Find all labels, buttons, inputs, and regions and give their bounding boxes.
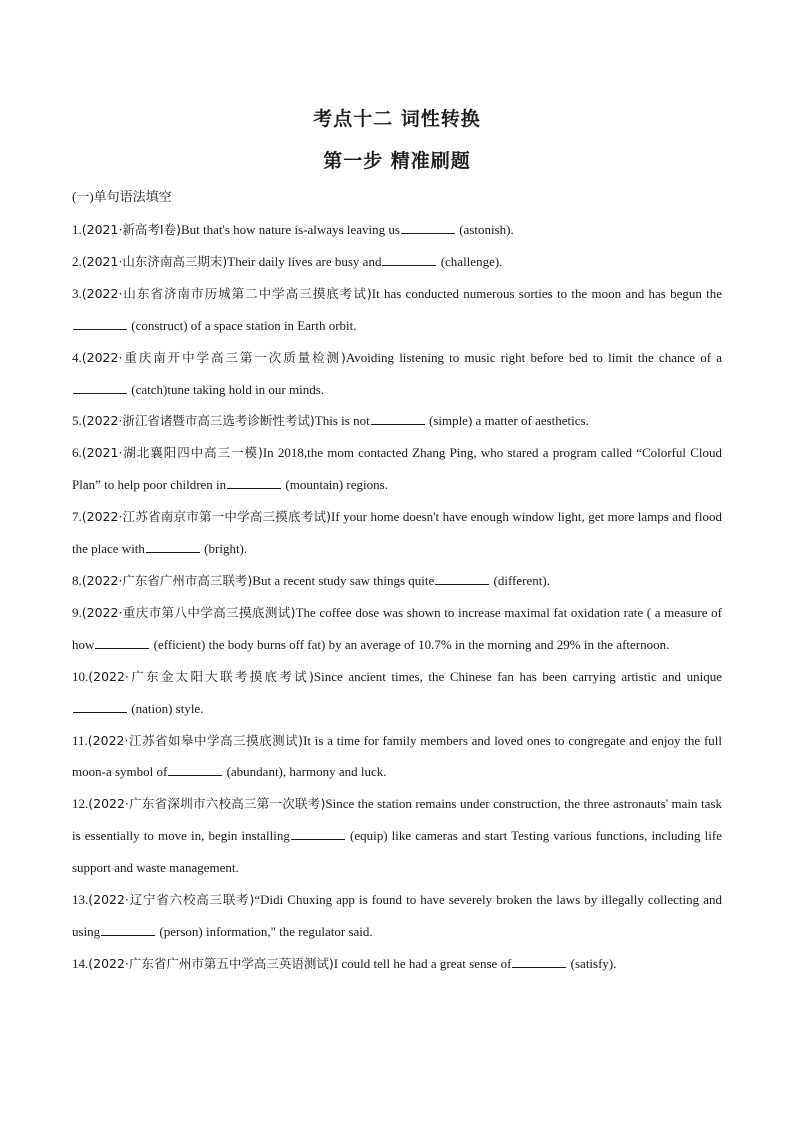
question-text: It is a time for family members and loved ones to congregate and enjoy the full moon-a symbol of bbox=[72, 732, 722, 780]
answer-blank[interactable] bbox=[401, 221, 455, 234]
question-hint: (efficient) the body burns off fat) by an average of 10.7% in the morning and 29% in the afternoon. bbox=[150, 636, 670, 652]
question-number: 6. bbox=[72, 445, 82, 461]
question-item bbox=[72, 405, 722, 437]
question-item bbox=[72, 501, 722, 565]
question-item bbox=[72, 214, 722, 246]
question-item bbox=[72, 342, 722, 406]
question-source: (2022·山东省济南市历城第二中学高三摸底考试) bbox=[81, 285, 372, 301]
question-text: But that's how nature is-always leaving us bbox=[180, 222, 400, 237]
question-hint: (catch)tune taking hold in our minds. bbox=[128, 381, 325, 397]
question-hint: (mountain) regions. bbox=[282, 477, 388, 493]
answer-blank[interactable] bbox=[227, 476, 281, 489]
question-source: (2022·江苏省南京市第一中学高三摸底考试) bbox=[81, 509, 332, 525]
answer-blank[interactable] bbox=[146, 540, 200, 553]
answer-blank[interactable] bbox=[73, 700, 127, 713]
question-text: Their daily lives are busy and bbox=[227, 253, 382, 269]
question-number: 11. bbox=[72, 732, 88, 748]
question-text: It has conducted numerous sorties to the moon and has begun the bbox=[371, 285, 722, 301]
question-number: 1. bbox=[72, 222, 82, 237]
answer-blank[interactable] bbox=[95, 636, 149, 649]
section-heading: (一)单句语法填空 bbox=[72, 189, 172, 204]
question-hint: (challenge). bbox=[437, 253, 503, 269]
question-list bbox=[72, 214, 722, 980]
question-source: (2022·重庆南开中学高三第一次质量检测) bbox=[81, 349, 346, 365]
question-hint: (equip) like cameras and start Testing various functions, including life support and waste management. bbox=[72, 828, 722, 876]
question-hint: (simple) a matter of aesthetics. bbox=[425, 413, 589, 429]
question-source: (2022·广东省广州市第五中学高三英语测试) bbox=[88, 955, 334, 971]
question-hint: (different). bbox=[490, 572, 550, 588]
question-hint: (astonish). bbox=[455, 222, 514, 237]
question-item bbox=[72, 725, 722, 789]
question-text: I could tell he had a great sense of bbox=[333, 955, 512, 971]
question-source: (2021·山东济南高三期末) bbox=[81, 253, 228, 269]
question-text: “Didi Chuxing app is found to have severely broken the laws by illegally collecting and using bbox=[72, 892, 722, 939]
question-source: (2022·广东金太阳大联考摸底考试) bbox=[88, 668, 314, 684]
answer-blank[interactable] bbox=[101, 923, 155, 936]
question-source: (2022·广东省广州市高三联考) bbox=[81, 572, 253, 588]
question-text: If your home doesn't have enough window light, get more lamps and flood the place with bbox=[72, 509, 722, 557]
question-number: 14. bbox=[72, 955, 89, 971]
answer-blank[interactable] bbox=[435, 572, 489, 585]
question-number: 9. bbox=[72, 604, 82, 620]
question-text: Avoiding listening to music right before bed to limit the chance of a bbox=[345, 349, 722, 365]
question-item bbox=[72, 597, 722, 661]
question-source: (2022·辽宁省六校高三联考) bbox=[88, 892, 255, 908]
answer-blank[interactable] bbox=[73, 381, 127, 394]
question-number: 13. bbox=[72, 892, 89, 908]
answer-blank[interactable] bbox=[73, 317, 127, 330]
question-text: In 2018,the mom contacted Zhang Ping, who stared a program called “Colorful Cloud Plan” to help poor children in bbox=[72, 445, 722, 493]
question-number: 2. bbox=[72, 253, 82, 269]
question-source: (2022·浙江省诸暨市高三选考诊断性考试) bbox=[81, 413, 315, 429]
question-source: (2022·广东省深圳市六校高三第一次联考) bbox=[88, 796, 326, 812]
question-hint: (construct) of a space station in Earth orbit. bbox=[128, 317, 357, 333]
answer-blank[interactable] bbox=[371, 412, 425, 425]
question-item bbox=[72, 788, 722, 884]
question-source: (2021·新高考Ⅰ卷) bbox=[81, 222, 181, 237]
question-hint: (satisfy). bbox=[567, 955, 617, 971]
question-number: 8. bbox=[72, 572, 82, 588]
question-item bbox=[72, 278, 722, 342]
question-hint: (bright). bbox=[200, 541, 248, 557]
question-source: (2021·湖北襄阳四中高三一模) bbox=[81, 445, 263, 461]
answer-blank[interactable] bbox=[168, 763, 222, 776]
question-number: 7. bbox=[72, 509, 82, 525]
question-text: The coffee dose was shown to increase maximal fat oxidation rate ( a measure of how bbox=[72, 604, 722, 652]
question-item bbox=[72, 884, 722, 948]
question-number: 3. bbox=[72, 285, 82, 301]
question-number: 12. bbox=[72, 796, 89, 812]
question-hint: (abundant), harmony and luck. bbox=[223, 764, 387, 780]
question-item bbox=[72, 437, 722, 501]
question-text: But a recent study saw things quite bbox=[252, 572, 435, 588]
question-number: 4. bbox=[72, 349, 82, 365]
answer-blank[interactable] bbox=[512, 955, 566, 968]
question-text: Since ancient times, the Chinese fan has been carrying artistic and unique bbox=[313, 668, 722, 684]
question-item bbox=[72, 565, 722, 597]
answer-blank[interactable] bbox=[291, 827, 345, 840]
question-number: 5. bbox=[72, 413, 82, 429]
question-text: This is not bbox=[314, 413, 370, 429]
question-hint: (person) information," the regulator said. bbox=[156, 923, 373, 939]
question-number: 10. bbox=[72, 668, 89, 684]
question-source: (2022·重庆市第八中学高三摸底测试) bbox=[81, 604, 296, 620]
document-title: 考点十二 词性转换 bbox=[313, 108, 481, 130]
question-text: Since the station remains under construction, the three astronauts' main task is essentially to move in, begin installing bbox=[72, 796, 722, 844]
question-hint: (nation) style. bbox=[128, 700, 204, 716]
answer-blank[interactable] bbox=[382, 253, 436, 266]
question-source: (2022·江苏省如皋中学高三摸底测试) bbox=[87, 732, 304, 748]
question-item bbox=[72, 246, 722, 278]
question-item bbox=[72, 661, 722, 725]
document-subtitle: 第一步 精准刷题 bbox=[323, 150, 471, 172]
question-item bbox=[72, 948, 722, 980]
